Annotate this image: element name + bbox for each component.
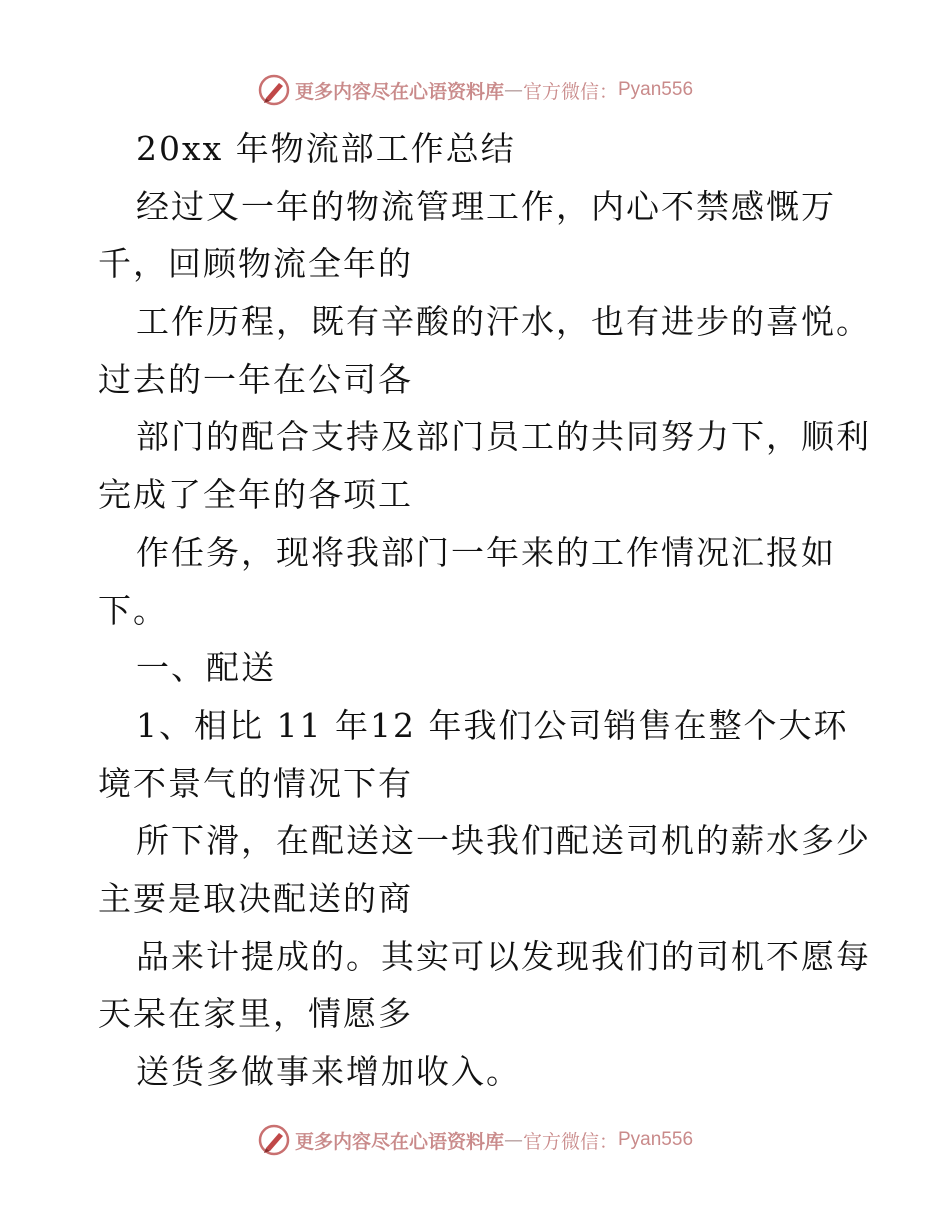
paragraph-line: 部门的配合支持及部门员工的共同努力下，顺利 [136, 417, 871, 457]
pen-logo-icon [257, 1123, 291, 1157]
paragraph-line: 所下滑，在配送这一块我们配送司机的薪水多少 [136, 821, 871, 861]
banner-separator: — [503, 1129, 523, 1151]
paragraph-line: 天呆在家里，情愿多 [98, 994, 413, 1034]
paragraph-line: 完成了全年的各项工 [98, 475, 413, 515]
banner-separator: — [503, 79, 523, 101]
banner-wechat-id: Pyan556 [618, 79, 694, 100]
footer-banner [0, 1120, 950, 1160]
paragraph-line: 主要是取决配送的商 [98, 878, 413, 918]
banner-contact-label: 官方微信： [522, 1130, 618, 1153]
banner-contact-label: 官方微信： [522, 80, 618, 103]
banner-main-text: 更多内容尽在心语资料库 [294, 80, 504, 103]
paragraph-line: 过去的一年在公司各 [98, 359, 413, 399]
header-banner [0, 70, 950, 110]
document-body [98, 120, 871, 1101]
paragraph-line: 送货多做事来增加收入。 [136, 1052, 521, 1091]
pen-logo-icon [257, 73, 291, 107]
paragraph-line: 经过又一年的物流管理工作，内心不禁感慨万 [136, 186, 836, 226]
section-heading: 一、配送 [136, 648, 276, 688]
paragraph-line: 1、相比 11 年12 年我们公司销售在整个大环 [136, 705, 849, 745]
paragraph-line: 品来计提成的。其实可以发现我们的司机不愿每 [136, 936, 871, 976]
paragraph-line: 下。 [98, 590, 168, 630]
banner-main-text: 更多内容尽在心语资料库 [294, 1130, 504, 1153]
paragraph-line: 工作历程，既有辛酸的汗水，也有进步的喜悦。 [136, 302, 871, 342]
paragraph-line: 境不景气的情况下有 [98, 763, 413, 803]
paragraph-line: 千，回顾物流全年的 [98, 244, 413, 284]
document-title: 20xx 年物流部工作总结 [136, 129, 516, 168]
paragraph-line: 作任务，现将我部门一年来的工作情况汇报如 [136, 532, 836, 572]
banner-wechat-id: Pyan556 [618, 1129, 694, 1150]
